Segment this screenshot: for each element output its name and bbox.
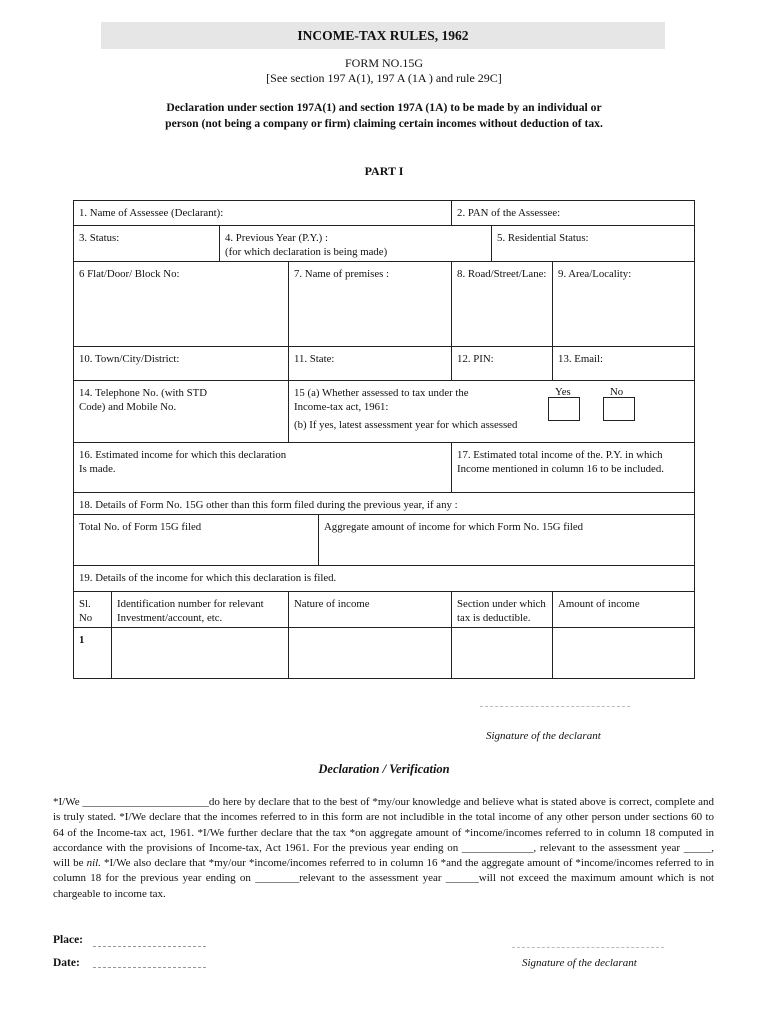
- verification-title: Declaration / Verification: [318, 762, 450, 776]
- verification-text-1: *I/We _______________________do here by declare that to the best of *my/our knowledge and believe what is stated above is correct, complete and is truly stated. *I/We declare that the incomes referred to in this form are not includible in the total income of any other person under sections 60 to 64 of the Income-tax act, 1961. *I/We further declare that the tax *on aggregate amount of *income/incomes referred to in column 18 computed in accordance with the provisions of Income-tax, Act 1961. For the previous year ending on _____________, relevant to the assessment year _____, will be: [53, 796, 714, 870]
- declarant-details-table: [73, 200, 695, 679]
- email-label: 13. Email:: [558, 353, 604, 365]
- estimated-total-income-field[interactable]: [452, 443, 695, 493]
- signature-line-1[interactable]: [480, 706, 630, 707]
- assessed-to-tax-question-cont: Income-tax act, 1961:: [294, 401, 389, 413]
- signature-label-2: Signature of the declarant: [522, 957, 637, 969]
- section-header-text: Section under which: [457, 598, 546, 610]
- road-street-label: 8. Road/Street/Lane:: [457, 268, 547, 280]
- area-locality-label: 9. Area/Locality:: [558, 268, 632, 280]
- section-header: [452, 592, 553, 628]
- section-reference: [See section 197 A(1), 197 A (1A ) and rule 29C]: [266, 71, 502, 85]
- sl-no-header-text-2: No: [79, 612, 93, 624]
- name-of-assessee-field[interactable]: [74, 201, 452, 226]
- latest-assessment-year-question: (b) If yes, latest assessment year for which assessed: [294, 419, 518, 431]
- sl-no-header: [74, 592, 112, 628]
- area-locality-field[interactable]: [553, 262, 695, 347]
- place-label: Place:: [53, 934, 84, 946]
- rules-title: INCOME-TAX RULES, 1962: [297, 28, 469, 43]
- amount-of-income-cell[interactable]: [553, 628, 695, 679]
- assessed-to-tax-question: 15 (a) Whether assessed to tax under the: [294, 387, 469, 399]
- name-of-assessee-label: 1. Name of Assessee (Declarant):: [79, 207, 224, 219]
- income-details-heading-cell: [74, 566, 695, 592]
- town-city-label: 10. Town/City/District:: [79, 353, 180, 365]
- identification-number-header-text-2: Investment/account, etc.: [117, 612, 223, 624]
- estimated-total-income-label: 17. Estimated total income of the. P.Y. in which: [457, 449, 663, 461]
- nil-text: nil.: [86, 857, 101, 870]
- section-cell[interactable]: [452, 628, 553, 679]
- aggregate-amount-field[interactable]: [319, 515, 695, 566]
- verification-paragraph: [53, 795, 714, 902]
- flat-door-block-label: 6 Flat/Door/ Block No:: [79, 268, 180, 280]
- place-input-line[interactable]: [93, 946, 206, 947]
- state-field[interactable]: [289, 347, 452, 381]
- date-label: Date:: [53, 957, 80, 969]
- income-details-heading: 19. Details of the income for which this declaration is filed.: [79, 572, 337, 584]
- identification-number-header-text: Identification number for relevant: [117, 598, 264, 610]
- telephone-label: 14. Telephone No. (with STD: [79, 387, 207, 399]
- road-street-field[interactable]: [452, 262, 553, 347]
- yes-label: Yes: [555, 386, 571, 398]
- verification-text-2: *I/We also declare that *my/our *income/incomes referred to in column 16 *and the aggregate amount of *income/incomes referred to in column 18 for the previous year ending on ________relevant to the assessment year ______will not exceed the maximum amount which is not chargeable to income tax.: [53, 857, 715, 900]
- flat-door-block-field[interactable]: [74, 262, 289, 347]
- telephone-field[interactable]: [74, 381, 289, 443]
- total-form15g-label: Total No. of Form 15G filed: [79, 521, 202, 533]
- form15g-details-heading: 18. Details of Form No. 15G other than this form filed during the previous year, if any :: [79, 499, 458, 511]
- yes-checkbox[interactable]: [548, 397, 580, 421]
- estimated-total-income-sublabel: Income mentioned in column 16 to be included.: [457, 463, 664, 475]
- identification-number-header: [112, 592, 289, 628]
- form-number: FORM NO.15G: [344, 56, 423, 70]
- status-label: 3. Status:: [79, 232, 120, 244]
- declaration-heading: Declaration under section 197A(1) and section 197A (1A) to be made by an individual or person (not being a company or firm) claiming certain incomes without deduction of tax.: [165, 101, 603, 130]
- estimated-income-field[interactable]: [74, 443, 452, 493]
- no-checkbox[interactable]: [603, 397, 635, 421]
- estimated-income-sublabel: Is made.: [79, 463, 116, 475]
- sl-no-header-text: Sl.: [79, 598, 91, 610]
- previous-year-label: 4. Previous Year (P.Y.) :: [225, 232, 328, 244]
- residential-status-field[interactable]: [492, 226, 695, 262]
- nature-of-income-header-text: Nature of income: [294, 598, 370, 610]
- residential-status-label: 5. Residential Status:: [497, 232, 589, 244]
- email-field[interactable]: [553, 347, 695, 381]
- section-header-text-2: tax is deductible.: [457, 612, 531, 624]
- status-field[interactable]: [74, 226, 220, 262]
- no-label: No: [610, 386, 624, 398]
- pin-label: 12. PIN:: [457, 353, 494, 365]
- form15g-details-heading-cell: [74, 493, 695, 515]
- amount-of-income-header: [553, 592, 695, 628]
- premises-field[interactable]: [289, 262, 452, 347]
- date-input-line[interactable]: [93, 967, 206, 968]
- amount-of-income-header-text: Amount of income: [558, 598, 640, 610]
- sl-no-cell: [74, 628, 112, 679]
- identification-number-cell[interactable]: [112, 628, 289, 679]
- pan-label: 2. PAN of the Assessee:: [457, 207, 561, 219]
- estimated-income-label: 16. Estimated income for which this declaration: [79, 449, 287, 461]
- previous-year-field[interactable]: [220, 226, 492, 262]
- nature-of-income-cell[interactable]: [289, 628, 452, 679]
- signature-line-2[interactable]: [512, 947, 664, 948]
- town-city-field[interactable]: [74, 347, 289, 381]
- pan-field[interactable]: [452, 201, 695, 226]
- telephone-sublabel: Code) and Mobile No.: [79, 401, 177, 413]
- previous-year-sublabel: (for which declaration is being made): [225, 246, 388, 258]
- state-label: 11. State:: [294, 353, 335, 365]
- signature-label-1: Signature of the declarant: [486, 730, 601, 742]
- part-heading: PART I: [364, 164, 404, 178]
- pin-field[interactable]: [452, 347, 553, 381]
- nature-of-income-header: [289, 592, 452, 628]
- aggregate-amount-label: Aggregate amount of income for which Form No. 15G filed: [324, 521, 584, 533]
- assessed-to-tax-field: [289, 381, 695, 443]
- sl-no-value: 1: [79, 634, 85, 646]
- total-form15g-field[interactable]: [74, 515, 319, 566]
- premises-label: 7. Name of premises :: [294, 268, 390, 280]
- form-title-banner: [101, 22, 665, 49]
